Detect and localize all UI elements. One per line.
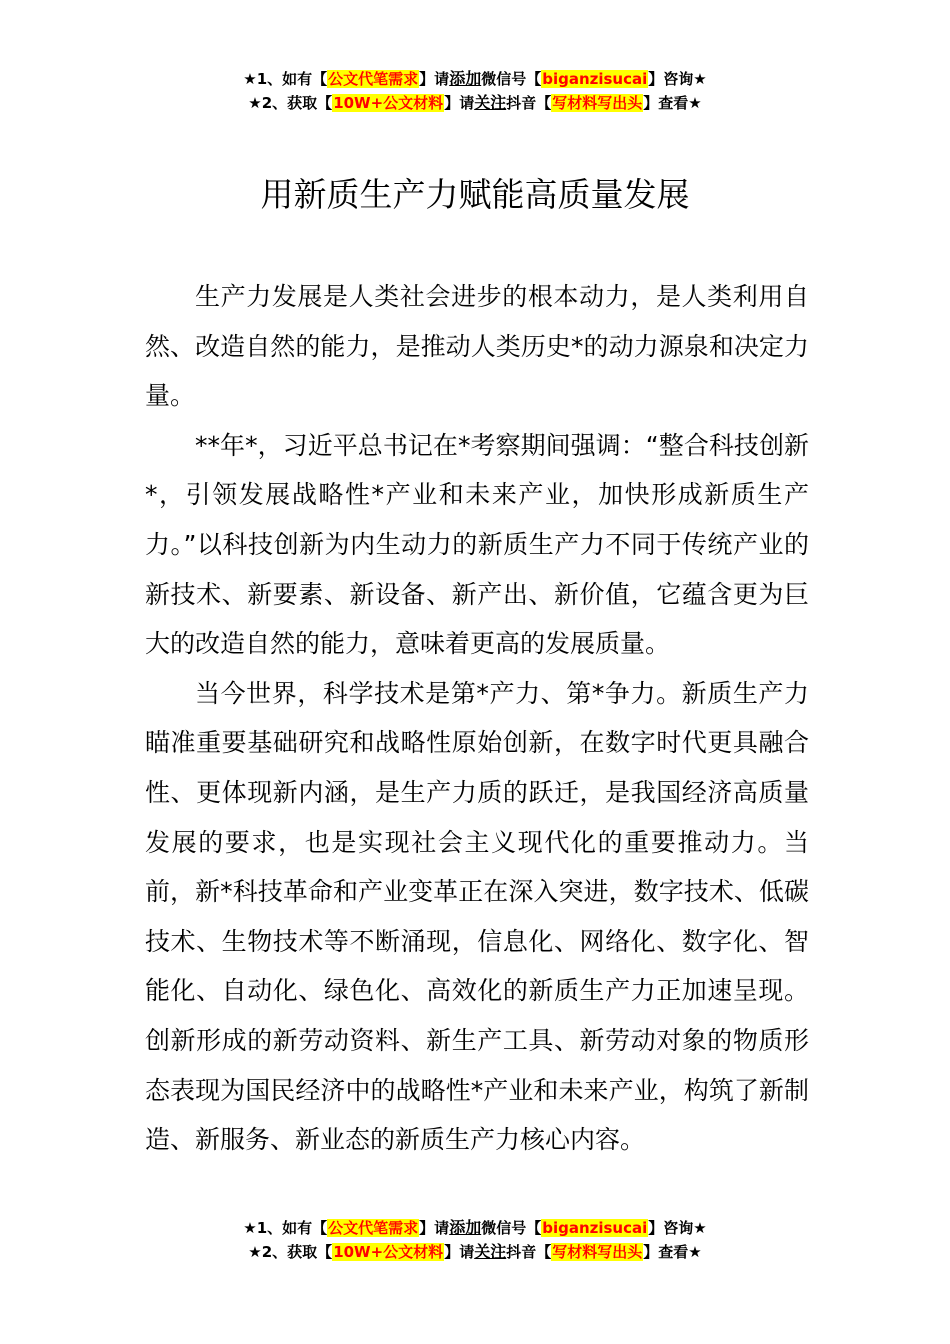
underlined-follow: 关注 [474, 93, 507, 112]
banner-text: ★2、获取【 [248, 94, 333, 112]
underlined-add: 添加 [449, 1218, 482, 1237]
highlight-service: 公文代笔需求 [328, 1219, 419, 1237]
banner-line-2 [0, 1240, 950, 1264]
highlight-douyin-account: 写材料写出头 [552, 1243, 643, 1261]
banner-text: ★2、获取【 [248, 1243, 333, 1261]
banner-text: 抖音【 [506, 1243, 552, 1261]
banner-text: 】咨询★ [648, 1219, 707, 1237]
banner-text: 抖音【 [506, 94, 552, 112]
banner-text: 】请 [419, 1219, 450, 1237]
banner-line-1 [0, 1216, 950, 1240]
banner-text: 微信号【 [481, 1219, 542, 1237]
banner-line-1 [0, 67, 950, 91]
banner-text: 】请 [419, 70, 450, 88]
footer-banner [0, 1216, 950, 1264]
header-banner [0, 67, 950, 115]
highlight-wechat-id: biganzisucai [542, 1219, 648, 1237]
paragraph-3: 当今世界，科学技术是第*产力、第*争力。新质生产力瞄准重要基础研究和战略性原始创新，在数字时代更具融合性、更体现新内涵，是生产力质的跃迁，是我国经济高质量发展的要求，也是实现社会主义现代化的重要推动力。当前，新*科技革命和产业变革正在深入突进，数字技术、低碳技术、生物技术等不断涌现，信息化、网络化、数字化、智能化、自动化、绿色化、高效化的新质生产力正加速呈现。创新形成的新劳动资料、新生产工具、新劳动对象的物质形态表现为国民经济中的战略性*产业和未来产业，构筑了新制造、新服务、新业态的新质生产力核心内容。 [145, 678, 809, 1155]
underlined-add: 添加 [449, 69, 482, 88]
banner-line-2 [0, 91, 950, 115]
banner-text: 】咨询★ [648, 70, 707, 88]
highlight-douyin-account: 写材料写出头 [552, 94, 643, 112]
highlight-materials: 10W+公文材料 [333, 1243, 444, 1261]
underlined-follow: 关注 [474, 1242, 507, 1261]
banner-text: 】查看★ [643, 94, 702, 112]
banner-text: 微信号【 [481, 70, 542, 88]
paragraph-1: 生产力发展是人类社会进步的根本动力，是人类利用自然、改造自然的能力，是推动人类历史*的动力源泉和决定力量。 [145, 282, 809, 411]
document-title: 用新质生产力赋能高质量发展 [260, 175, 690, 214]
banner-text: ★1、如有【 [243, 70, 328, 88]
paragraph-2: **年*，习近平总书记在*考察期间强调：“整合科技创新*，引领发展战略性*产业和未来产业，加快形成新质生产力。”以科技创新为内生动力的新质生产力不同于传统产业的新技术、新要素、新设备、新产出、新价值，它蕴含更为巨大的改造自然的能力，意味着更高的发展质量。 [145, 430, 809, 659]
banner-text: ★1、如有【 [243, 1219, 328, 1237]
banner-text: 】请 [444, 1243, 475, 1261]
highlight-wechat-id: biganzisucai [542, 70, 648, 88]
document-body [145, 272, 809, 1165]
highlight-materials: 10W+公文材料 [333, 94, 444, 112]
highlight-service: 公文代笔需求 [328, 70, 419, 88]
banner-text: 】查看★ [643, 1243, 702, 1261]
banner-text: 】请 [444, 94, 475, 112]
